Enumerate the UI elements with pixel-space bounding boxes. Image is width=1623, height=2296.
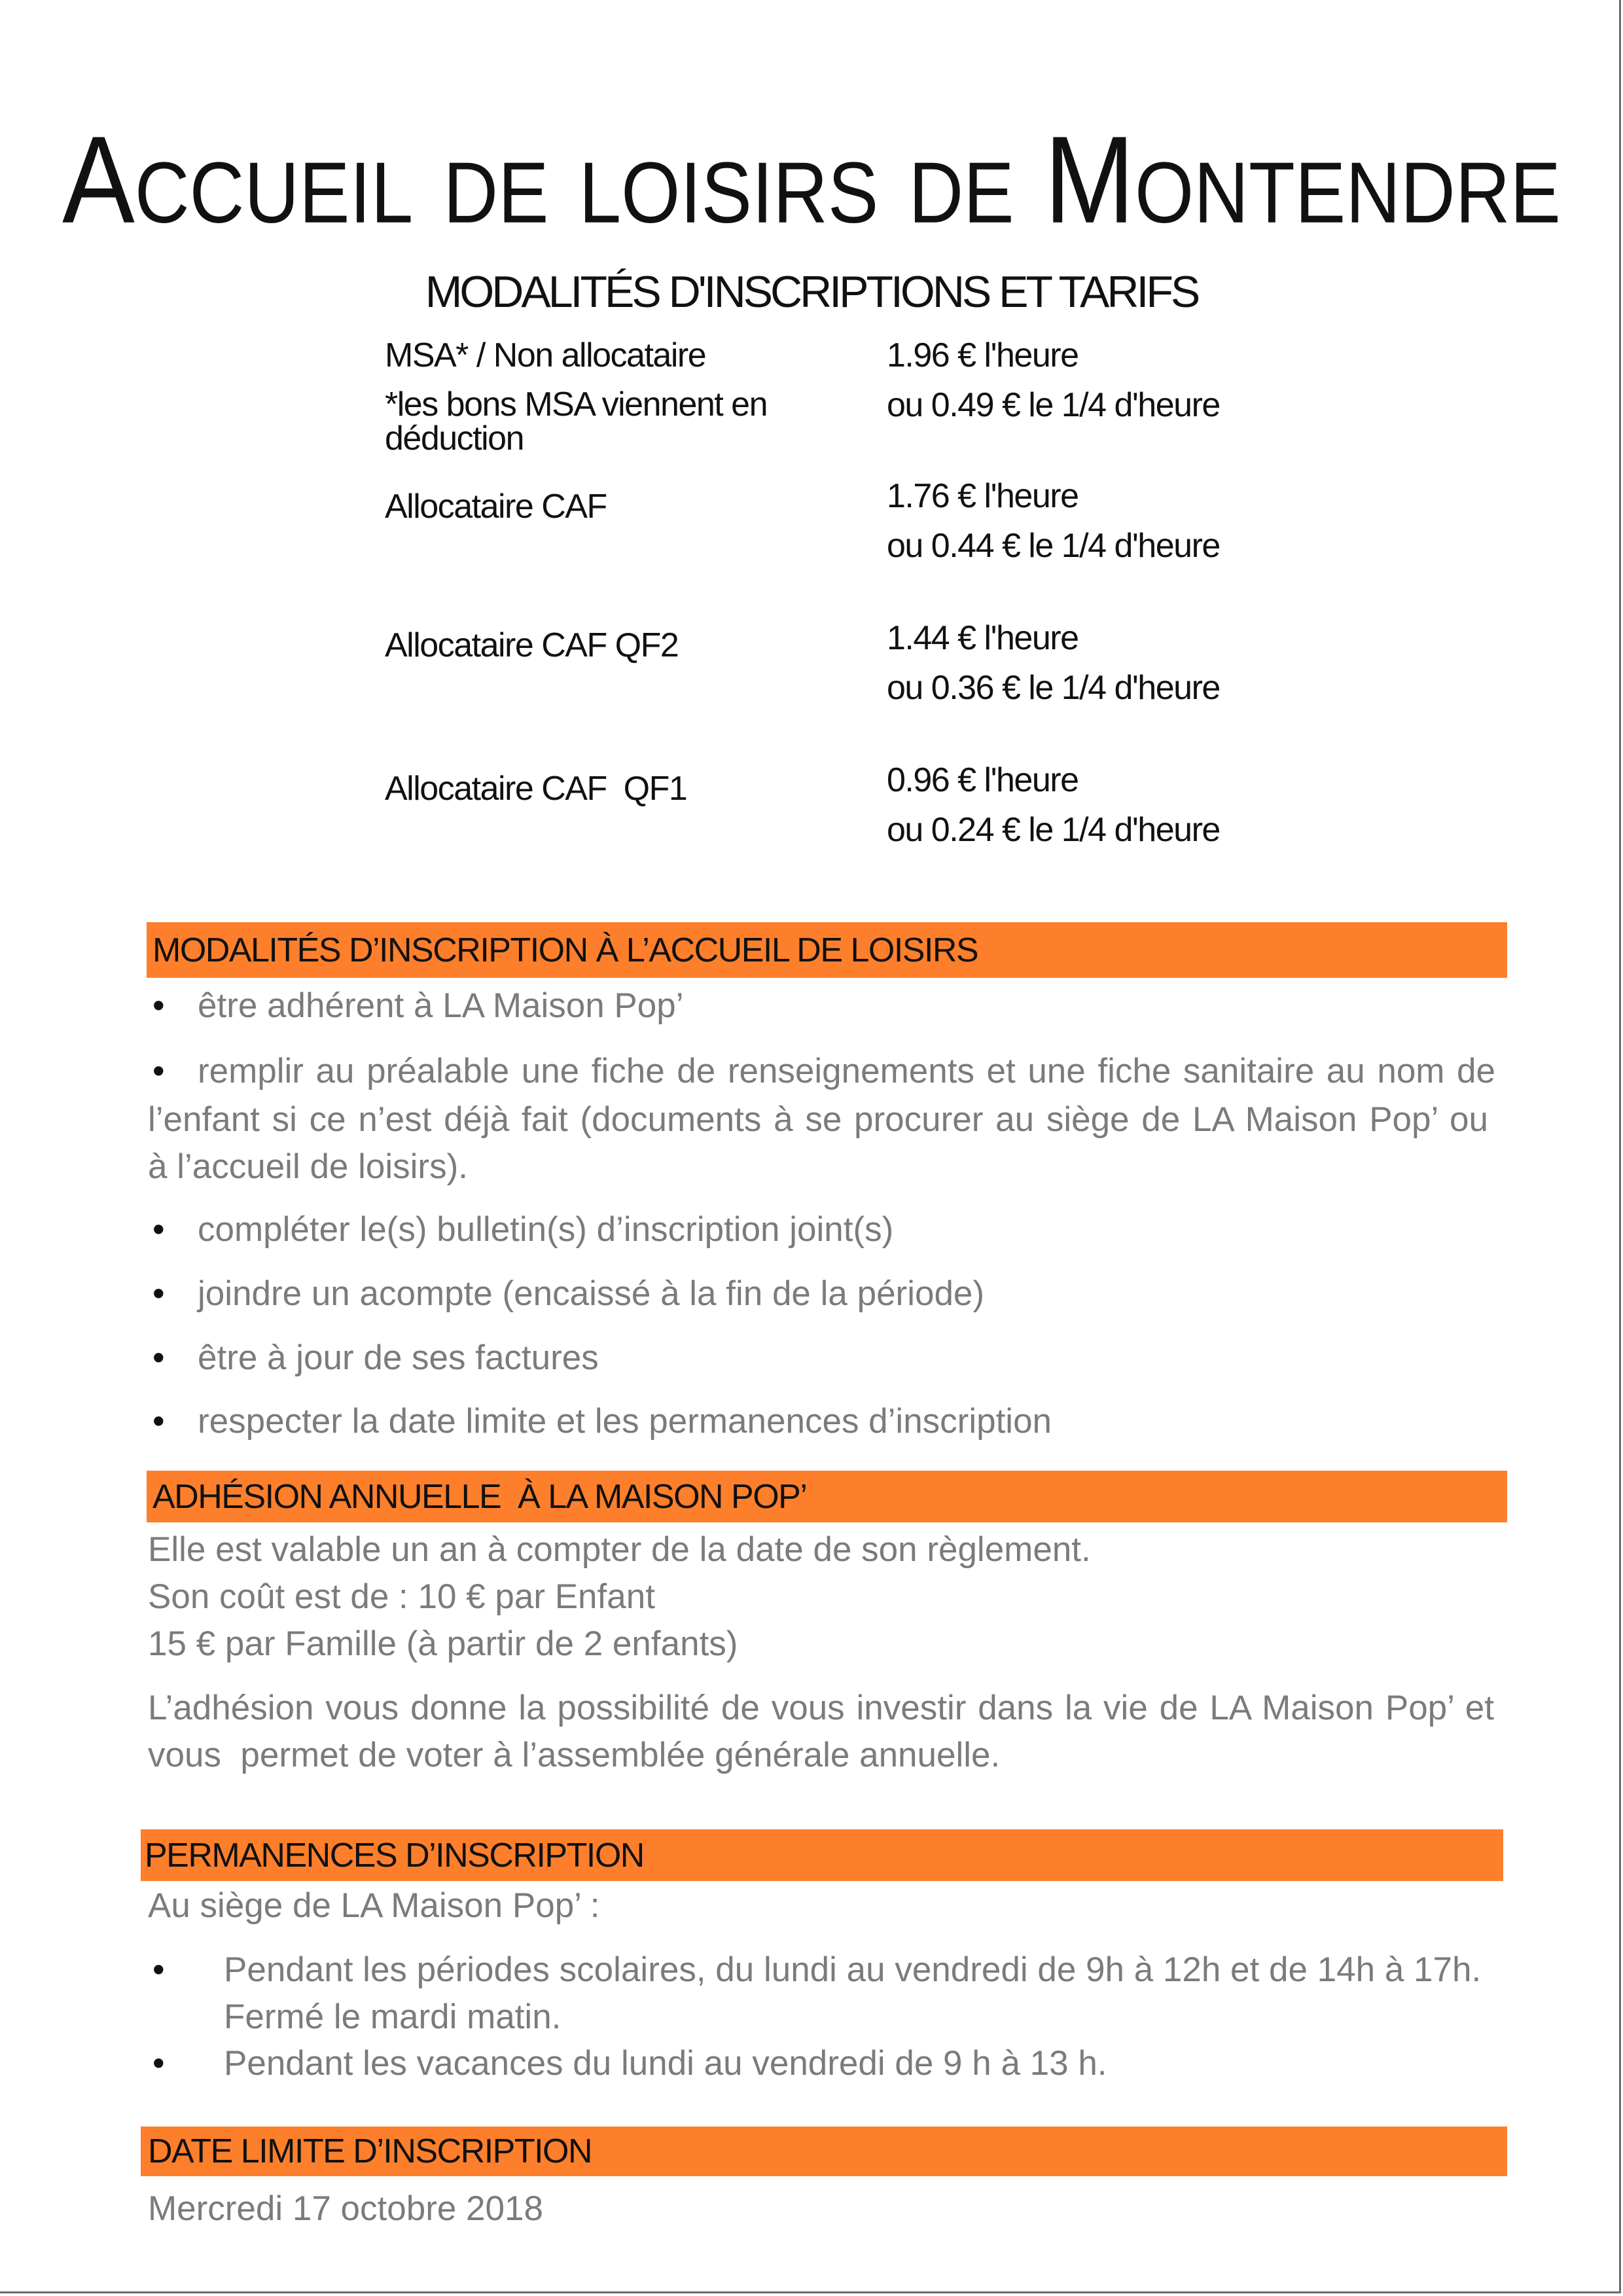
tariff-label: Allocataire CAF QF1	[385, 770, 687, 808]
list-item-text: remplir au préalable une fiche de renseignements et une fiche sanitaire au nom de	[198, 1052, 1495, 1090]
paragraph-line: Au siège de LA Maison Pop’ :	[148, 1886, 600, 1925]
section-heading-bar	[141, 1829, 1503, 1881]
tariff-price-hour: 1.44 € l'heure	[887, 619, 1079, 657]
tariff-label: Allocataire CAF	[385, 488, 607, 526]
bullet-icon: •	[152, 986, 165, 1025]
tariff-label: Allocataire CAF QF2	[385, 626, 679, 664]
document-subtitle: MODALITÉS D'INSCRIPTIONS ET TARIFS	[425, 267, 1198, 317]
tariff-label: MSA* / Non allocataire	[385, 336, 706, 374]
tariff-price-hour: 1.96 € l'heure	[887, 336, 1079, 374]
paragraph-line: L’adhésion vous donne la possibilité de vous investir dans la vie de LA Maison Pop’ et	[148, 1689, 1494, 1727]
list-item-text: compléter le(s) bulletin(s) d’inscription joint(s)	[198, 1210, 894, 1249]
tariff-price-quarter: ou 0.36 € le 1/4 d'heure	[887, 669, 1220, 707]
paragraph-line: vous permet de voter à l’assemblée générale annuelle.	[148, 1736, 1001, 1774]
section-heading-bar	[141, 2126, 1507, 2176]
bullet-icon: •	[152, 1274, 165, 1313]
bullet-icon: •	[152, 1950, 165, 1989]
bullet-icon: •	[152, 1338, 165, 1377]
tariff-price-quarter: ou 0.24 € le 1/4 d'heure	[887, 811, 1220, 849]
tariff-price-hour: 1.76 € l'heure	[887, 477, 1079, 515]
list-item-text: Pendant les périodes scolaires, du lundi au vendredi de 9h à 12h et de 14h à 17h.	[224, 1950, 1482, 1989]
tariff-price-quarter: ou 0.49 € le 1/4 d'heure	[887, 386, 1220, 424]
list-item-text: joindre un acompte (encaissé à la fin de la période)	[198, 1274, 985, 1313]
list-item-text: l’enfant si ce n’est déjà fait (documents à se procurer au siège de LA Maison Pop’ ou	[148, 1100, 1488, 1139]
paragraph-line: Elle est valable un an à compter de la date de son règlement.	[148, 1530, 1091, 1569]
bullet-icon: •	[152, 1402, 165, 1441]
section-heading: ADHÉSION ANNUELLE À LA MAISON POP’	[152, 1477, 807, 1516]
list-item-text: respecter la date limite et les permanences d’inscription	[198, 1402, 1052, 1441]
bullet-icon: •	[152, 1210, 165, 1249]
deadline-date: Mercredi 17 octobre 2018	[148, 2189, 543, 2228]
list-item-text: être à jour de ses factures	[198, 1338, 599, 1377]
page-border-bottom	[0, 2291, 1621, 2293]
bullet-icon: •	[152, 2044, 165, 2083]
tariff-price-quarter: ou 0.44 € le 1/4 d'heure	[887, 527, 1220, 565]
list-item-text: à l’accueil de loisirs).	[148, 1147, 468, 1186]
section-heading: MODALITÉS D’INSCRIPTION À L’ACCUEIL DE LOISIRS	[152, 931, 978, 969]
list-item-text: être adhérent à LA Maison Pop’	[198, 986, 684, 1025]
tariff-price-hour: 0.96 € l'heure	[887, 761, 1079, 799]
bullet-icon: •	[152, 1052, 165, 1090]
list-item-text: Fermé le mardi matin.	[224, 1998, 562, 2036]
paragraph-line: 15 € par Famille (à partir de 2 enfants)	[148, 1624, 738, 1663]
section-heading-bar	[147, 922, 1507, 978]
tariff-note: *les bons MSA viennent en déduction	[385, 386, 768, 457]
paragraph-line: Son coût est de : 10 € par Enfant	[148, 1577, 655, 1616]
document-title: Accueil de loisirs de Montendre	[62, 111, 1561, 249]
section-heading: DATE LIMITE D’INSCRIPTION	[148, 2132, 592, 2170]
page-border-right	[1619, 0, 1621, 2293]
list-item-text: Pendant les vacances du lundi au vendredi de 9 h à 13 h.	[224, 2044, 1107, 2083]
section-heading: PERMANENCES D’INSCRIPTION	[145, 1836, 644, 1874]
section-heading-bar	[147, 1471, 1507, 1522]
